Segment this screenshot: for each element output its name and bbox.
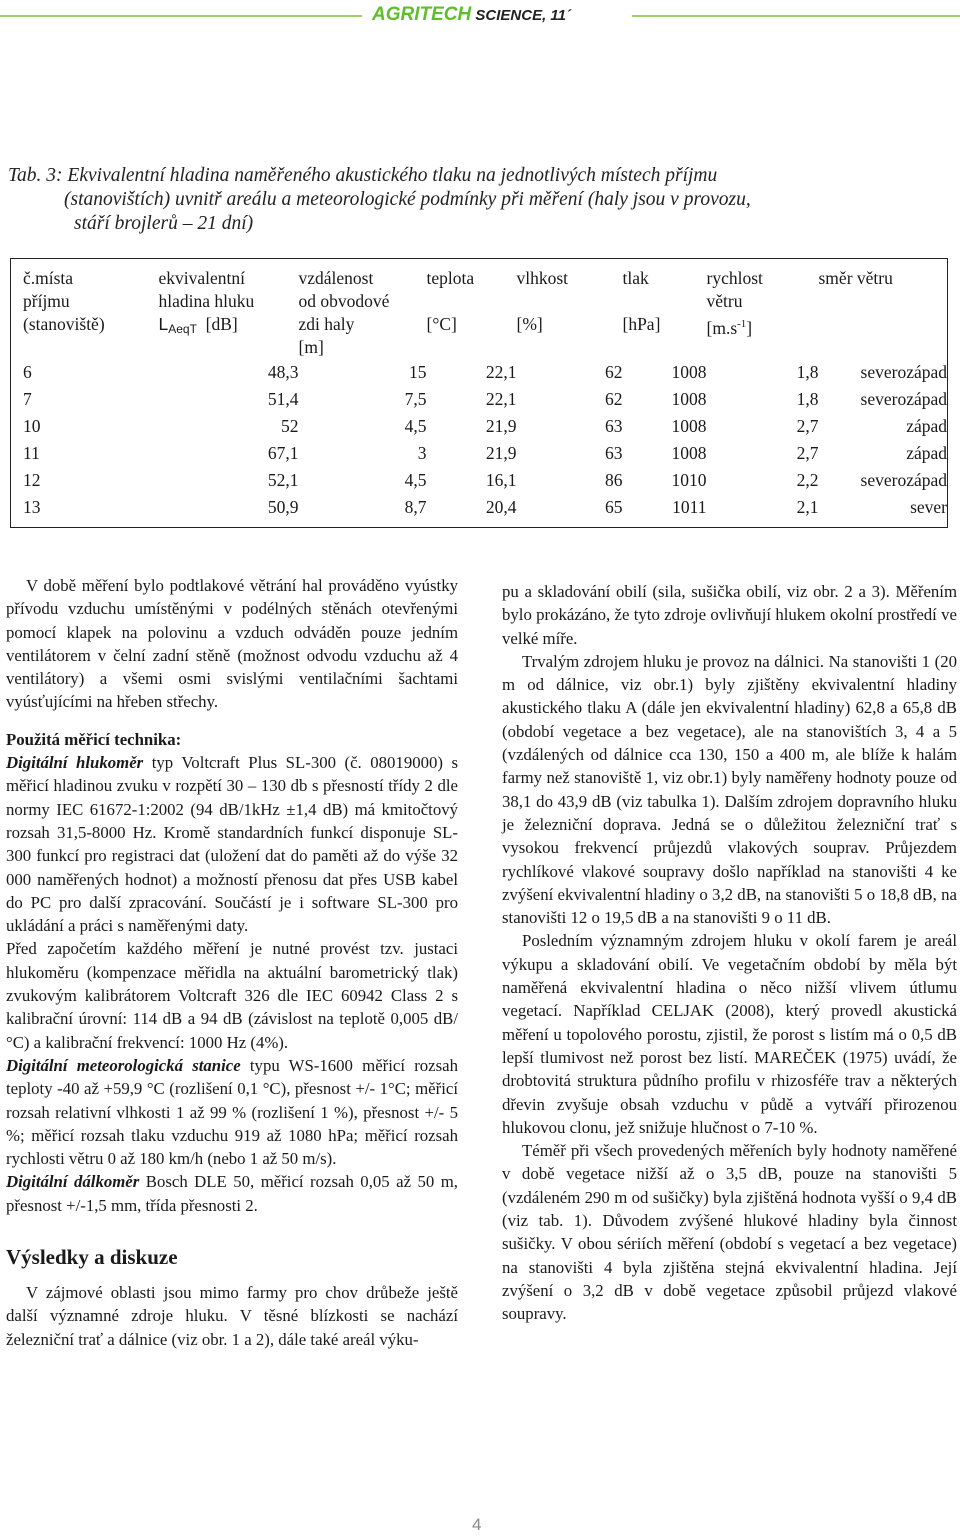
header-pressure: tlak [hPa] [622, 268, 661, 334]
cell-wind-speed: 2,2 [796, 470, 819, 490]
header-humidity: vlhkost [%] [516, 268, 569, 334]
cell-wind-direction: severozápad [860, 470, 947, 490]
cell-pressure: 1008 [671, 389, 707, 409]
cell-humidity: 65 [605, 497, 623, 517]
header-temperature: teplota [°C] [426, 268, 475, 334]
measurement-table [10, 258, 948, 528]
cell-humidity: 62 [605, 389, 623, 409]
cell-temperature: 21,9 [485, 443, 517, 463]
cell-temperature: 21,9 [485, 416, 517, 436]
header-distance: vzdálenost od obvodové zdi haly [m] [298, 268, 390, 357]
table-row [11, 413, 948, 440]
table-row [11, 467, 948, 494]
table-header-row [11, 259, 948, 360]
journal-issue: SCIENCE, 11´ [471, 7, 571, 24]
right-column [502, 580, 957, 1326]
page-header [0, 0, 960, 36]
cell-noise-level: 50,9 [267, 497, 299, 517]
cell-wind-speed: 1,8 [796, 389, 819, 409]
cell-temperature: 16,1 [485, 470, 517, 490]
cell-pressure: 1008 [671, 416, 707, 436]
cell-distance: 8,7 [404, 497, 427, 517]
cell-temperature: 22,1 [485, 389, 517, 409]
cell-wind-direction: západ [906, 416, 947, 436]
table-row [11, 440, 948, 467]
caption-line-2: (stanovištích) uvnitř areálu a meteorologické podmínky při měření (haly jsou v provozu, [64, 189, 751, 210]
table-row [11, 494, 948, 528]
paragraph-rangefinder: Digitální dálkoměr Bosch DLE 50, měřicí rozsah 0,05 až 50 m, přesnost +/-1,5 mm, třída přesnosti 2. [6, 1172, 459, 1215]
cell-humidity: 63 [605, 416, 623, 436]
journal-title [372, 4, 571, 26]
cell-temperature: 20,4 [485, 497, 517, 517]
table-caption [8, 164, 908, 236]
cell-station: 13 [23, 497, 41, 517]
cell-station: 7 [23, 389, 32, 409]
cell-distance: 7,5 [404, 389, 427, 409]
term-rangefinder: Digitální dálkoměr [6, 1172, 140, 1192]
term-sound-meter: Digitální hlukoměr [6, 753, 144, 773]
caption-line-1: Tab. 3: Ekvivalentní hladina naměřeného akustického tlaku na jednotlivých místech příjmu [8, 165, 718, 186]
cell-pressure: 1008 [671, 443, 707, 463]
paragraph-results-intro: V zájmové oblasti jsou mimo farmy pro chov drůbeže ještě další významné zdroje hluku. V těsné blízkosti se nachází železniční trať a dálnice (viz obr. 1 a 2), dále také areál výku- [6, 1283, 458, 1349]
page-number: 4 [472, 1515, 482, 1534]
cell-wind-direction: severozápad [860, 389, 947, 409]
journal-brand: AGRITECH [372, 4, 472, 25]
cell-station: 12 [23, 470, 41, 490]
paragraph-ventilation: V době měření bylo podtlakové větrání hal prováděno vyústky přívodu vzduchu umístěnými v podélných stěnách otevřenými pomocí klapek na polovinu a vzduch odváděn pouze jedním ventilátorem v čelní zadní stěně (možnost odvodu vzduchu až 4 ventilátory) a všemi osmi svislými ventilačními šachtami vyúsťujícími na hřeben střechy. [6, 576, 458, 712]
table-body [11, 359, 948, 528]
header-wind-direction: směr větru [818, 268, 893, 288]
cell-wind-speed: 2,7 [796, 443, 819, 463]
cell-distance: 4,5 [404, 416, 427, 436]
cell-noise-level: 52 [281, 416, 299, 436]
cell-station: 6 [23, 362, 32, 382]
paragraph-weather-station: Digitální meteorologická stanice typu WS-1600 měřicí rozsah teploty -40 až +59,9 °C (rozlišení 0,1 °C), přesnost +/- 1°C; měřicí rozsah relativní vlhkosti 1 až 99 % (rozlišení 1 %), přesnost +/- 5 %; měřicí rozsah tlaku vzduchu 919 až 1080 hPa; měřicí rozsah rychlosti větru 0 až 180 km/h (nebo 1 až 50 m/s). [6, 1055, 459, 1169]
caption-line-3: stáří brojlerů – 21 dní) [74, 213, 254, 234]
table-row [11, 359, 948, 386]
cell-humidity: 62 [605, 362, 623, 382]
header-rule-right [632, 15, 960, 17]
paragraph-continuation: pu a skladování obilí (sila, sušička obilí, viz obr. 2 a 3). Měřením bylo prokázáno, že tyto zdroje ovlivňují hlukem okolní prostředí ve velké míře. [502, 582, 957, 648]
cell-noise-level: 67,1 [267, 443, 299, 463]
header-rule-left [0, 15, 362, 17]
cell-distance: 3 [417, 443, 427, 463]
paragraph-grain-facility: Posledním významným zdrojem hluku v okolí farem je areál výkupu a skladování obilí. Ve vegetačním období by měla být naměřená ekvivalentní hladina o něco nižší vlivem útlumu vegetací. Například CELJAK (2008), který provedl akustická měření u topolového porostu, zjistil, že porost s listím má o 0,5 dB lepší tlumivost než porost bez listí. MAREČEK (1975) uvádí, že drobtovitá struktura půdního profilu v rhizosféře trav a některých dřevin zvyšuje obsah vzduchu v půdě a vytváří přirozenou hlukovou clonu, jež snižuje hlučnost o 7-10 %. [502, 931, 957, 1137]
section-heading-equipment: Použitá měřicí technika: [6, 729, 182, 749]
paragraph-vegetation: Téměř při všech provedených měřeních byly hodnoty naměřené v době vegetace nižší až o 3,5 dB, pouze na stanovišti 5 (vzdáleném 290 m od sušičky) byla zjištěná hodnota vyšší o 9,4 dB (viz tab. 1). Důvodem zvýšené hlukové hladiny byla činnost sušičky. V obou sériích měření (období s vegetací a bez vegetace) na stanovišti 4 byla zjištěna stejná ekvivalentní hladina. Její zvýšení o 3,2 dB v době vegetace způsobil průjezd vlakové soupravy. [502, 1141, 957, 1324]
cell-noise-level: 48,3 [267, 362, 299, 382]
paragraph-sound-meter: Digitální hlukoměr typ Voltcraft Plus SL-300 (č. 08019000) s měřicí hladinou zvuku v rozpětí 30 – 130 db s přesností třídy 2 dle normy IEC 61672-1:2002 (94 dB/1kHz ±1,4 dB) má kmitočtový rozsah 31,5-8000 Hz. Kromě standardních funkcí disponuje SL-300 funkcí pro registraci dat (uložení dat do paměti až do výše 32 000 naměřených hodnot) a možností přenosu dat přes USB kabel do PC pro další zpracování. Součástí je i software SL-300 pro ukládání a práci s naměřenými daty. [6, 753, 458, 936]
cell-noise-level: 51,4 [267, 389, 299, 409]
cell-wind-speed: 2,1 [796, 497, 819, 517]
cell-wind-direction: západ [906, 443, 947, 463]
left-column [6, 574, 458, 1351]
section-heading-results: Výsledky a diskuze [6, 1245, 178, 1270]
cell-station: 11 [23, 443, 40, 463]
cell-station: 10 [23, 416, 41, 436]
cell-pressure: 1010 [671, 470, 707, 490]
cell-humidity: 86 [605, 470, 623, 490]
cell-wind-speed: 2,7 [796, 416, 819, 436]
cell-distance: 4,5 [404, 470, 427, 490]
cell-noise-level: 52,1 [267, 470, 299, 490]
term-weather-station: Digitální meteorologická stanice [6, 1055, 241, 1075]
cell-pressure: 1011 [672, 497, 707, 517]
paragraph-highway-noise: Trvalým zdrojem hluku je provoz na dálnici. Na stanovišti 1 (20 m od dálnice, viz obr.1) byly zjištěny ekvivalentní hladiny akustického tlaku A (dále jen ekvivalentní hladiny) 62,8 a 65,8 dB (období vegetace a bez vegetace), ale na stanovištích 3, 4 a 5 (vzdálených od dálnice cca 130, 150 a 400 m, ale blíže k halám farmy než stanoviště 1, viz obr.1) byly naměřeny hodnoty pouze od 38,1 do 43,9 dB (viz tabulka 1). Dalším zdrojem dopravního hluku je železniční doprava. Jedná se o důležitou železniční trať s vysokou frekvencí průjezdů vlakových souprav. Průjezdem rychlíkové vlakové soupravy došlo například na stanovišti 4 ke zvýšení ekvivalentní hladiny o 3,2 dB, na stanovišti 5 o 18,8 dB, na stanovišti 12 o 19,5 dB a na stanovišti 9 o 11 dB. [502, 651, 957, 928]
header-noise-level: ekvivalentní hladina hluku $L_{AeqT}$ [dB] [158, 268, 255, 336]
cell-temperature: 22,1 [485, 362, 517, 382]
cell-wind-direction: severozápad [860, 362, 947, 382]
cell-wind-direction: sever [910, 497, 947, 517]
header-station: č.místa příjmu (stanoviště) [23, 268, 105, 334]
cell-wind-speed: 1,8 [796, 362, 819, 382]
paragraph-calibration: Před započetím každého měření je nutné provést tzv. justaci hlukoměru (kompenzace měřidla na aktuální barometrický tlak) zvukovým kalibrátorem Voltcraft 326 dle IEC 60942 Class 2 s kalibrační úrovní: 114 dB a 94 dB (závislost na teplotě 0,005 dB/°C) a kalibrační frekvencí: 1000 Hz (4%). [6, 939, 458, 1052]
table-row [11, 386, 948, 413]
header-wind-speed: rychlost větru $[m.s^{-1}]$ [706, 268, 763, 338]
cell-distance: 15 [409, 362, 427, 382]
cell-pressure: 1008 [671, 362, 707, 382]
cell-humidity: 63 [605, 443, 623, 463]
